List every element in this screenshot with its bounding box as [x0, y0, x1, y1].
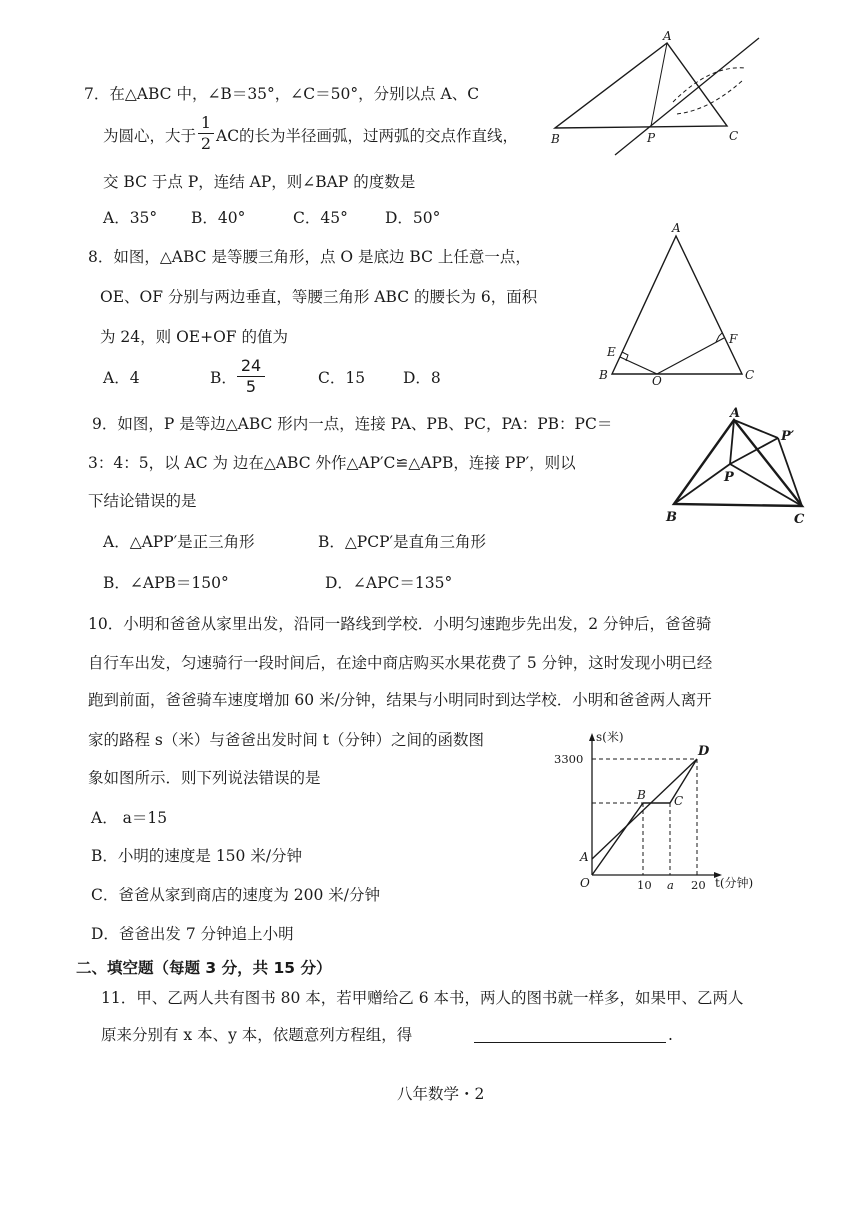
q10-option-a: A． a＝15 [91, 809, 168, 827]
q10-x-axis-label: t(分钟) [715, 876, 754, 890]
q10-option-c: C．爸爸从家到商店的速度为 200 米/分钟 [91, 886, 381, 904]
q10-line-5: 象如图所示．则下列说法错误的是 [88, 769, 321, 787]
q8-segment-oe [620, 357, 657, 374]
q9-option-d: D．∠APC＝135° [325, 574, 453, 592]
q10-father-path [592, 759, 697, 875]
q10-point-d-label: D [698, 744, 710, 759]
q10-line-3: 跑到前面，爸爸骑车速度增加 60 米/分钟，结果与小明同时到达学校．小明和爸爸两人离开 [88, 691, 712, 709]
q7-line-2a: 为圆心，大于 [103, 127, 197, 145]
q7-option-b: B．40° [191, 209, 246, 227]
q9-segment-pp2 [730, 438, 778, 464]
section-2-heading: 二、填空题（每题 3 分，共 15 分） [76, 959, 332, 977]
q10-line-4: 家的路程 s（米）与爸爸出发时间 t（分钟）之间的函数图 [88, 731, 485, 749]
q9-label-a: A [730, 406, 741, 421]
q7-line-1: 7．在△ABC 中，∠B＝35°，∠C＝50°，分别以点 A、C [84, 85, 480, 103]
page-footer: 八年数学・2 [397, 1085, 485, 1103]
q10-x-tick-20: 20 [691, 878, 706, 892]
q10-option-d: D．爸爸出发 7 分钟追上小明 [91, 925, 294, 943]
q8-label-o: O [652, 374, 662, 388]
q9-segment-pb [674, 464, 730, 504]
q8-isosceles-figure [595, 222, 765, 390]
q8-option-b-label: B． [210, 369, 237, 387]
q9-line-1: 9．如图，P 是等边△ABC 形内一点，连接 PA、PB、PC，PA：PB：PC＝ [92, 415, 613, 433]
q9-option-c: B．∠APB＝150° [103, 574, 229, 592]
q8-line-3: 为 24，则 OE+OF 的值为 [100, 328, 288, 346]
q8-option-d: D．8 [403, 369, 441, 387]
q8-line-1: 8．如图，△ABC 是等腰三角形，点 O 是底边 BC 上任意一点， [88, 248, 531, 266]
q9-equilateral-figure [660, 400, 820, 528]
q9-line-3: 下结论错误的是 [88, 492, 197, 510]
q7-line-2b: AC的长为半径画弧，过两弧的交点作直线， [216, 127, 519, 145]
q7-arc-1 [673, 68, 745, 102]
q10-x-tick-10: 10 [637, 878, 652, 892]
q8-option-b-denominator: 5 [245, 377, 257, 396]
q8-label-a: A [672, 221, 681, 235]
q9-line-2: 3：4：5，以 AC 为 边在△ABC 外作△AP′C≌△APB，连接 PP′，则以 [88, 454, 576, 472]
q8-option-a: A．4 [103, 369, 140, 387]
q10-point-a-label: A [580, 850, 589, 864]
q10-point-b-label: B [637, 788, 646, 802]
q9-label-b: B [666, 510, 677, 525]
q7-fraction [198, 114, 214, 153]
q10-origin-label: O [580, 876, 590, 890]
q9-label-c: C [794, 512, 805, 527]
q7-option-d: D．50° [385, 209, 441, 227]
q11-line-2: 原来分别有 x 本、y 本，依题意列方程组，得 [101, 1026, 413, 1044]
q11-end-period: . [668, 1026, 673, 1044]
q7-label-a: A [663, 29, 672, 43]
q7-option-c: C．45° [293, 209, 348, 227]
q10-y-axis-label: s(米) [596, 730, 624, 744]
q8-option-b-numerator: 24 [240, 356, 262, 375]
q10-xiaoming-line [592, 759, 697, 859]
q8-label-c: C [745, 368, 755, 382]
q7-label-p: P [647, 131, 656, 145]
q8-line-2: OE、OF 分别与两边垂直，等腰三角形 ABC 的腰长为 6，面积 [100, 288, 538, 306]
q7-line-3: 交 BC 于点 P，连结 AP，则∠BAP 的度数是 [103, 173, 416, 191]
q8-label-f: F [729, 332, 738, 346]
q10-point-c-label: C [674, 794, 684, 808]
q9-option-b: B．△PCP′是直角三角形 [318, 533, 487, 551]
q11-answer-blank[interactable] [474, 1042, 666, 1043]
q7-label-c: C [729, 129, 739, 143]
q10-line-2: 自行车出发，匀速骑行一段时间后，在途中商店购买水果花费了 5 分钟，这时发现小明已经 [88, 654, 713, 672]
q11-line-1: 11．甲、乙两人共有图书 80 本，若甲赠给乙 6 本书，两人的图书就一样多，如果甲、乙两人 [101, 989, 744, 1007]
q8-option-b-fraction [237, 357, 265, 396]
q7-segment-ap [651, 43, 667, 126]
q8-triangle-abc [612, 236, 742, 374]
q10-line-1: 10．小明和爸爸从家里出发，沿同一路线到学校．小明匀速跑步先出发，2 分钟后，爸爸骑 [88, 615, 712, 633]
q7-label-b: B [551, 132, 560, 146]
q8-segment-of [657, 338, 724, 374]
q10-y-tick-3300: 3300 [554, 752, 584, 766]
q10-x-tick-a: a [667, 878, 674, 892]
q7-fraction-denominator: 2 [200, 134, 212, 153]
q8-option-c: C．15 [318, 369, 366, 387]
q9-label-p-prime: P′ [781, 429, 795, 444]
q7-triangle-figure [545, 30, 765, 155]
q10-option-b: B．小明的速度是 150 米/分钟 [91, 847, 303, 865]
q9-segment-pc [730, 464, 802, 506]
q10-y-axis-arrow [589, 733, 595, 741]
q7-fraction-numerator: 1 [200, 113, 212, 132]
q9-label-p: P [724, 470, 734, 485]
q8-label-e: E [607, 345, 616, 359]
q7-option-a: A．35° [103, 209, 158, 227]
q10-distance-time-graph [550, 725, 770, 900]
q9-segment-p2c [778, 438, 802, 506]
q8-label-b: B [599, 368, 608, 382]
q9-option-a: A．△APP′是正三角形 [103, 533, 255, 551]
